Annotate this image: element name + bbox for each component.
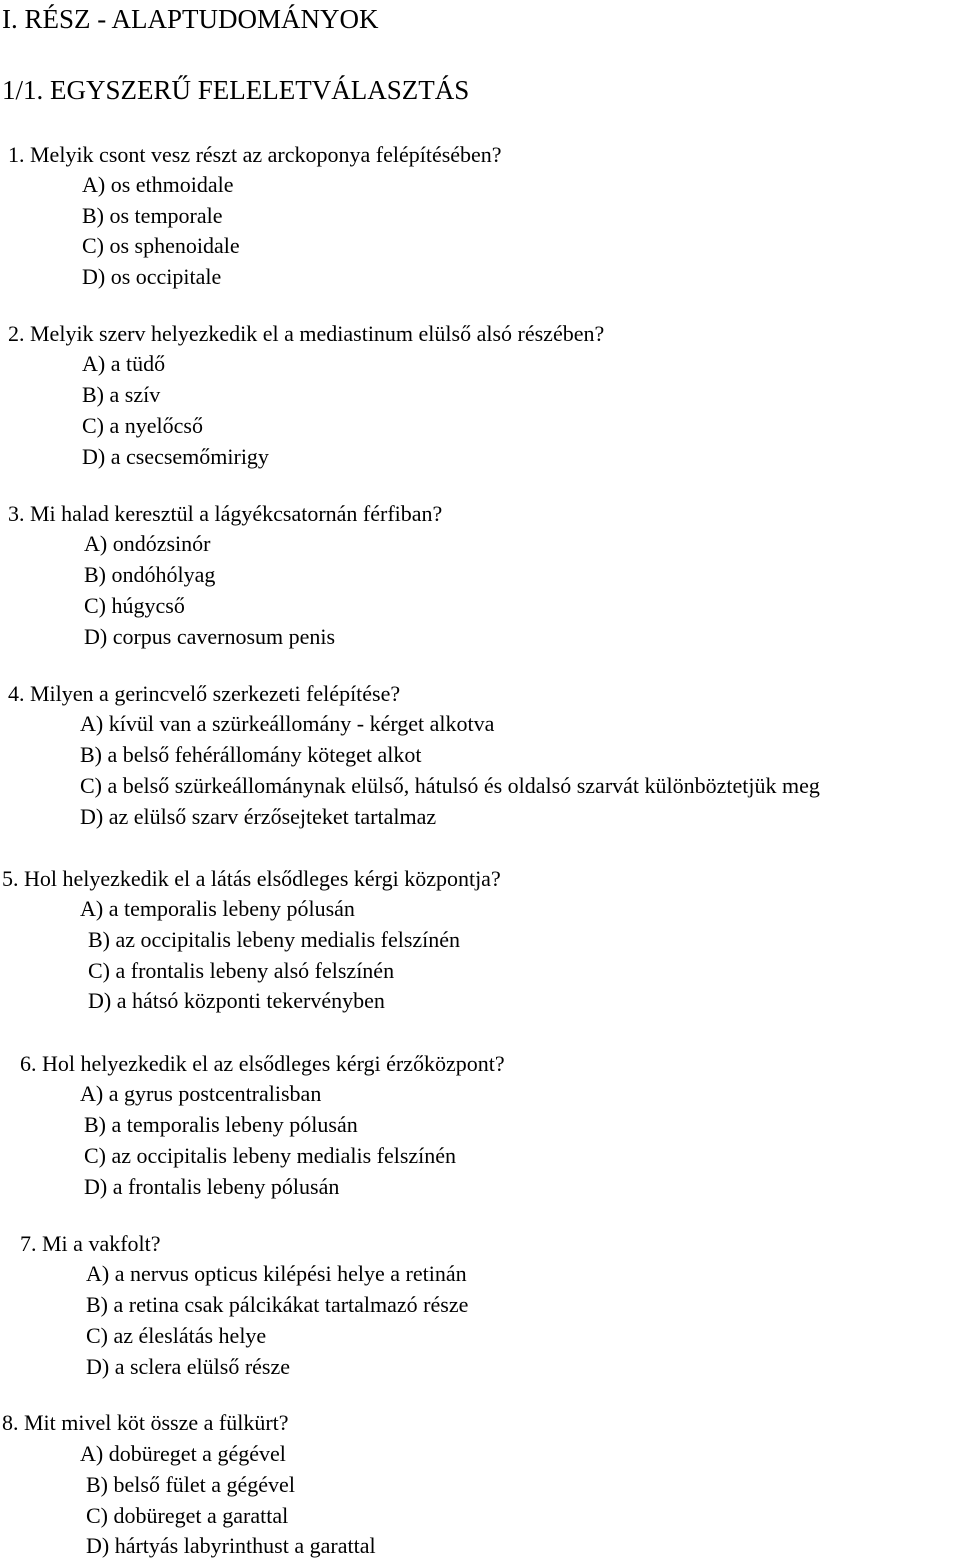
question-text: 1. Melyik csont vesz részt az arckoponya felépítésében? [8, 142, 502, 167]
answer-option: A) a tüdő [82, 351, 166, 376]
answer-option: B) a temporalis lebeny pólusán [84, 1112, 358, 1137]
question-text: 5. Hol helyezkedik el a látás elsődleges kérgi központja? [2, 866, 501, 891]
question-text: 8. Mit mivel köt össze a fülkürt? [2, 1410, 289, 1435]
question-text: 6. Hol helyezkedik el az elsődleges kérgi érzőközpont? [20, 1051, 505, 1076]
answer-option: B) a belső fehérállomány köteget alkot [80, 742, 422, 767]
answer-option: A) os ethmoidale [82, 172, 234, 197]
answer-option: D) a hátsó központi tekervényben [88, 988, 385, 1013]
answer-option: B) az occipitalis lebeny medialis felszínén [88, 927, 461, 952]
question-text: 3. Mi halad keresztül a lágyékcsatornán férfiban? [8, 501, 443, 526]
section-title: 1/1. EGYSZERŰ FELELETVÁLASZTÁS [2, 75, 470, 105]
answer-option: B) ondóhólyag [84, 562, 216, 587]
answer-option: A) a nervus opticus kilépési helye a retinán [86, 1261, 467, 1286]
answer-option: C) az éleslátás helye [86, 1323, 267, 1348]
answer-option: A) a temporalis lebeny pólusán [80, 896, 355, 921]
question-text: 7. Mi a vakfolt? [20, 1231, 161, 1256]
answer-option: B) a retina csak pálcikákat tartalmazó része [86, 1292, 469, 1317]
answer-option: D) a frontalis lebeny pólusán [84, 1174, 340, 1199]
answer-option: B) belső fület a gégével [86, 1472, 295, 1497]
answer-option: D) os occipitale [82, 264, 222, 289]
question-text: 2. Melyik szerv helyezkedik el a mediastinum elülső alsó részében? [8, 321, 605, 346]
answer-option: D) az elülső szarv érzősejteket tartalmaz [80, 804, 437, 829]
answer-option: A) dobüreget a gégével [80, 1441, 286, 1466]
answer-option: D) corpus cavernosum penis [84, 624, 336, 649]
answer-option: A) a gyrus postcentralisban [80, 1081, 322, 1106]
answer-option: C) a belső szürkeállománynak elülső, hátulsó és oldalsó szarvát különböztetjük meg [80, 773, 820, 798]
answer-option: B) a szív [82, 382, 161, 407]
answer-option: D) a csecsemőmirigy [82, 444, 269, 469]
answer-option: C) a frontalis lebeny alsó felszínén [88, 958, 395, 983]
answer-option: D) a sclera elülső része [86, 1354, 291, 1379]
answer-option: A) ondózsinór [84, 531, 211, 556]
answer-option: A) kívül van a szürkeállomány - kérget alkotva [80, 711, 495, 736]
question-text: 4. Milyen a gerincvelő szerkezeti felépítése? [8, 681, 401, 706]
answer-option: D) hártyás labyrinthust a garattal [86, 1533, 376, 1558]
answer-option: B) os temporale [82, 203, 223, 228]
answer-option: C) az occipitalis lebeny medialis felszínén [84, 1143, 457, 1168]
answer-option: C) húgycső [84, 593, 185, 618]
answer-option: C) a nyelőcső [82, 413, 203, 438]
answer-option: C) dobüreget a garattal [86, 1503, 289, 1528]
answer-option: C) os sphenoidale [82, 233, 240, 258]
part-title: I. RÉSZ - ALAPTUDOMÁNYOK [2, 4, 379, 34]
